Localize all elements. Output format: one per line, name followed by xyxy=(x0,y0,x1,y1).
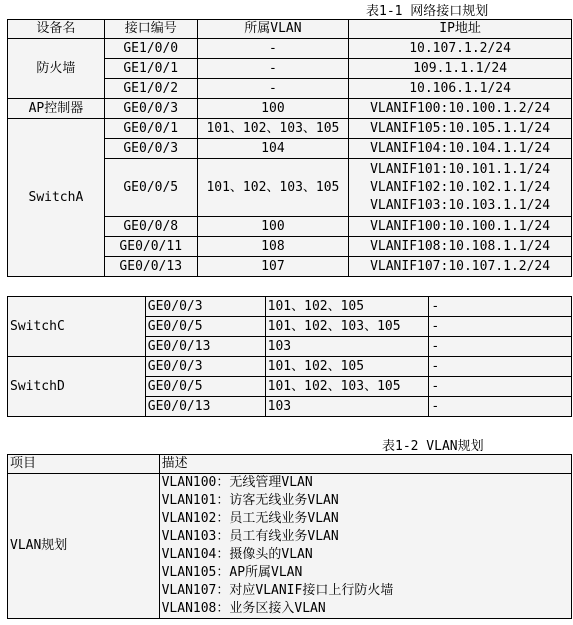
item-vlan-plan: VLAN规划 xyxy=(8,474,160,619)
device-ap-controller: AP控制器 xyxy=(8,99,105,119)
ip-cell: - xyxy=(429,377,572,397)
vlan-cell: 100 xyxy=(197,99,348,119)
vlan-plan-table xyxy=(7,454,572,619)
ip-cell: - xyxy=(429,397,572,417)
network-interface-table xyxy=(7,19,572,277)
port-cell: GE1/0/2 xyxy=(104,79,197,99)
vlan-cell: - xyxy=(197,59,348,79)
port-cell: GE0/0/3 xyxy=(104,139,197,159)
ip-cell: VLANIF107:10.107.1.2/24 xyxy=(349,257,572,277)
table-row xyxy=(8,357,572,377)
vlan-cell: - xyxy=(197,39,348,59)
port-cell: GE0/0/3 xyxy=(104,99,197,119)
ip-line: VLANIF101:10.101.1.1/24 xyxy=(370,161,551,177)
port-cell: GE0/0/11 xyxy=(104,237,197,257)
port-cell: GE0/0/1 xyxy=(104,119,197,139)
vlan-desc-line: VLAN108：业务区接入VLAN xyxy=(161,601,326,616)
vlan-cell: 101、102、103、105 xyxy=(197,159,348,217)
ip-cell: 10.106.1.1/24 xyxy=(349,79,572,99)
vlan-desc-line: VLAN103：员工有线业务VLAN xyxy=(161,529,339,544)
port-cell: GE0/0/13 xyxy=(145,397,265,417)
vlan-cell: 103 xyxy=(265,397,429,417)
device-switchd: SwitchD xyxy=(8,357,146,417)
device-firewall: 防火墙 xyxy=(8,39,105,99)
ip-cell: 10.107.1.2/24 xyxy=(349,39,572,59)
port-cell: GE0/0/13 xyxy=(104,257,197,277)
ip-cell: - xyxy=(429,317,572,337)
port-cell: GE0/0/3 xyxy=(145,297,265,317)
vlan-cell: 101、102、105 xyxy=(265,357,429,377)
vlan-desc-line: VLAN100：无线管理VLAN xyxy=(161,475,313,490)
vlan-cell: 101、102、103、105 xyxy=(197,119,348,139)
device-switcha: SwitchA xyxy=(8,119,105,277)
vlan-cell: 108 xyxy=(197,237,348,257)
ip-cell: - xyxy=(429,297,572,317)
switch-cd-table xyxy=(7,296,572,417)
vlan-desc-line: VLAN107：对应VLANIF接口上行防火墙 xyxy=(161,583,394,598)
vlan-desc-line: VLAN105：AP所属VLAN xyxy=(161,565,303,580)
table-row xyxy=(8,297,572,317)
header-vlan: 所属VLAN xyxy=(197,20,348,39)
header-ip: IP地址 xyxy=(349,20,572,39)
vlan-cell: - xyxy=(197,79,348,99)
ip-line: VLANIF102:10.102.1.1/24 xyxy=(370,179,551,195)
ip-line: VLANIF103:10.103.1.1/24 xyxy=(370,197,551,213)
table-row xyxy=(8,119,572,139)
ip-cell: - xyxy=(429,337,572,357)
port-cell: GE0/0/3 xyxy=(145,357,265,377)
vlan-cell: 107 xyxy=(197,257,348,277)
vlan-cell: 101、102、103、105 xyxy=(265,317,429,337)
vlan-desc-line: VLAN101：访客无线业务VLAN xyxy=(161,493,339,508)
table-header-row xyxy=(8,455,572,474)
port-cell: GE0/0/5 xyxy=(145,317,265,337)
ip-cell: VLANIF100:10.100.1.2/24 xyxy=(349,99,572,119)
ip-cell: VLANIF100:10.100.1.1/24 xyxy=(349,217,572,237)
port-cell: GE1/0/0 xyxy=(104,39,197,59)
port-cell: GE0/0/8 xyxy=(104,217,197,237)
table-row xyxy=(8,99,572,119)
vlan-desc-line: VLAN104：摄像头的VLAN xyxy=(161,547,313,562)
header-item: 项目 xyxy=(8,455,160,474)
vlan-cell: 103 xyxy=(265,337,429,357)
description-cell xyxy=(159,474,571,619)
device-switchc: SwitchC xyxy=(8,297,146,357)
table2-caption: 表1-2 VLAN规划 xyxy=(382,439,484,454)
ip-cell: - xyxy=(429,357,572,377)
vlan-cell: 100 xyxy=(197,217,348,237)
header-description: 描述 xyxy=(159,455,571,474)
vlan-cell: 101、102、103、105 xyxy=(265,377,429,397)
ip-cell: VLANIF108:10.108.1.1/24 xyxy=(349,237,572,257)
vlan-cell: 101、102、105 xyxy=(265,297,429,317)
table-row xyxy=(8,39,572,59)
table-header-row xyxy=(8,20,572,39)
vlan-desc-line: VLAN102：员工无线业务VLAN xyxy=(161,511,339,526)
port-cell: GE0/0/13 xyxy=(145,337,265,357)
header-device: 设备名 xyxy=(8,20,105,39)
table-row xyxy=(8,474,572,619)
ip-cell: VLANIF104:10.104.1.1/24 xyxy=(349,139,572,159)
table1-caption: 表1-1 网络接口规划 xyxy=(366,4,489,19)
port-cell: GE1/0/1 xyxy=(104,59,197,79)
vlan-cell: 104 xyxy=(197,139,348,159)
ip-cell xyxy=(349,159,572,217)
port-cell: GE0/0/5 xyxy=(145,377,265,397)
header-port: 接口编号 xyxy=(104,20,197,39)
port-cell: GE0/0/5 xyxy=(104,159,197,217)
ip-cell: VLANIF105:10.105.1.1/24 xyxy=(349,119,572,139)
ip-cell: 109.1.1.1/24 xyxy=(349,59,572,79)
